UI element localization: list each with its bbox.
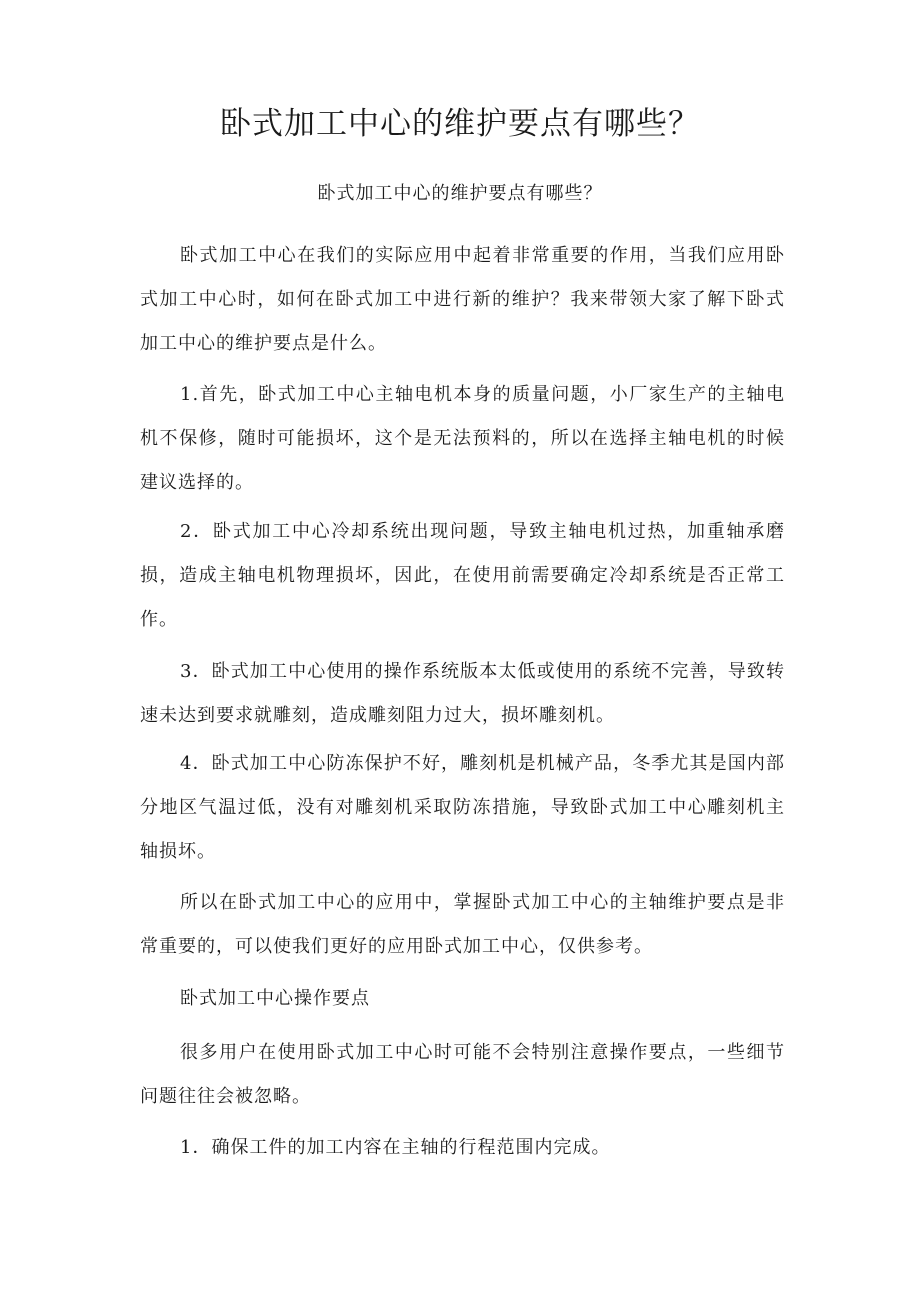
section-heading-operation: 卧式加工中心操作要点 xyxy=(180,988,370,1009)
paragraph-operation-point-1: 1．确保工件的加工内容在主轴的行程范围内完成。 xyxy=(180,1137,611,1158)
paragraph-point-1: 1.首先，卧式加工中心主轴电机本身的质量问题，小厂家生产的主轴电机不保修，随时可能损坏，这个是无法预料的，所以在选择主轴电机的时候建议选择的。 xyxy=(140,384,785,493)
paragraph-intro: 卧式加工中心在我们的实际应用中起着非常重要的作用，当我们应用卧式加工中心时，如何在卧式加工中进行新的维护？我来带领大家了解下卧式加工中心的维护要点是什么。 xyxy=(140,245,785,354)
paragraph-point-2: 2．卧式加工中心冷却系统出现问题，导致主轴电机过热，加重轴承磨损，造成主轴电机物理损坏，因此，在使用前需要确定冷却系统是否正常工作。 xyxy=(140,521,785,630)
paragraph-operation-intro: 很多用户在使用卧式加工中心时可能不会特别注意操作要点，一些细节问题往往会被忽略。 xyxy=(140,1042,785,1107)
paragraph-point-4: 4．卧式加工中心防冻保护不好，雕刻机是机械产品，冬季尤其是国内部分地区气温过低，没有对雕刻机采取防冻措施，导致卧式加工中心雕刻机主轴损坏。 xyxy=(140,753,785,862)
paragraph-conclusion: 所以在卧式加工中心的应用中，掌握卧式加工中心的主轴维护要点是非常重要的，可以使我们更好的应用卧式加工中心，仅供参考。 xyxy=(140,892,785,957)
paragraph-point-3: 3．卧式加工中心使用的操作系统版本太低或使用的系统不完善，导致转速未达到要求就雕刻，造成雕刻阻力过大，损坏雕刻机。 xyxy=(140,661,785,726)
document-title: 卧式加工中心的维护要点有哪些？ xyxy=(220,106,700,142)
document-subtitle: 卧式加工中心的维护要点有哪些？ xyxy=(317,183,603,204)
